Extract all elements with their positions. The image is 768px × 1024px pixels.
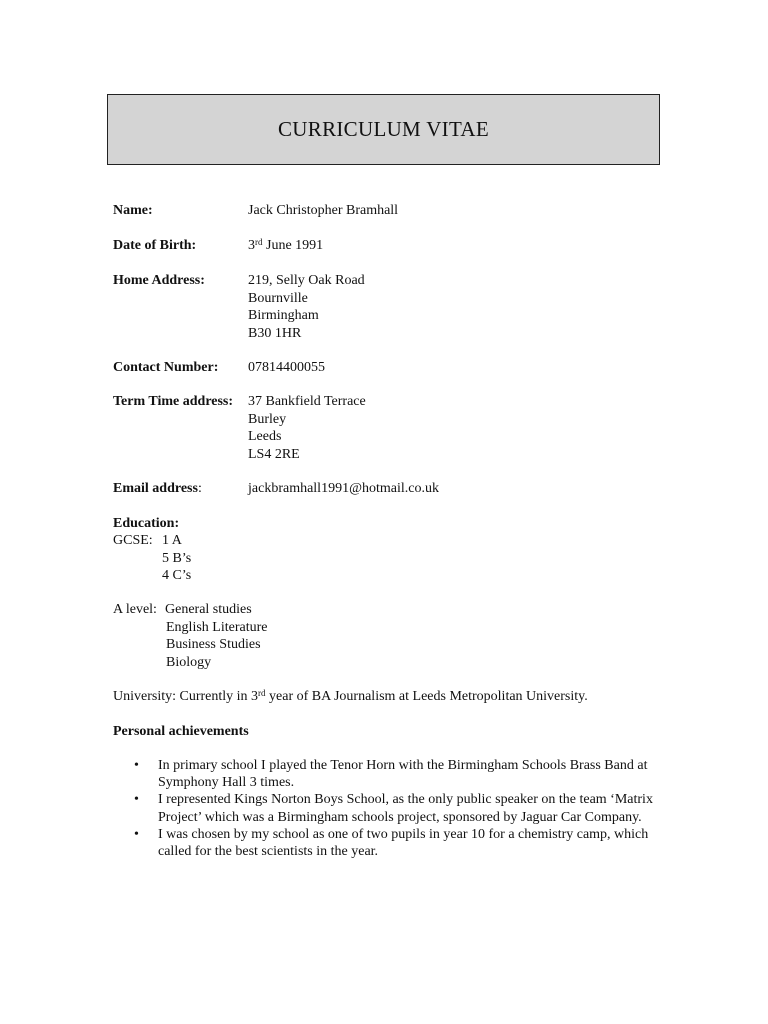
achievements-heading: Personal achievements: [113, 724, 249, 739]
email-value: jackbramhall1991@hotmail.co.uk: [248, 481, 439, 496]
gcse-label: GCSE:: [113, 533, 153, 548]
page-title: CURRICULUM VITAE: [278, 117, 489, 141]
bullet-icon: •: [134, 792, 139, 808]
term-address-label: Term Time address:: [113, 394, 234, 409]
dob-ordinal: rd: [255, 237, 263, 247]
alevel-subject: Business Studies: [166, 637, 261, 652]
title-box: [107, 94, 660, 165]
home-address-line: B30 1HR: [248, 325, 302, 341]
email-label: [113, 480, 202, 498]
achievements-list: [113, 757, 653, 860]
achievement-item: [113, 757, 653, 791]
contact-value: 07814400055: [248, 360, 325, 375]
dob-day: 3: [248, 238, 255, 253]
term-address-value: [248, 393, 366, 463]
home-address-line: Birmingham: [248, 308, 319, 323]
alevel-subject: Biology: [166, 655, 212, 670]
term-address-line: LS4 2RE: [248, 446, 300, 462]
name-label: Name:: [113, 203, 153, 218]
home-address-line: Bournville: [248, 290, 308, 306]
home-address-line: 219, Selly Oak Road: [248, 273, 365, 288]
term-address-line: 37 Bankfield Terrace: [248, 394, 366, 409]
university-line: [113, 688, 588, 706]
name-value: Jack Christopher Bramhall: [248, 203, 399, 218]
term-address-line: Leeds: [248, 429, 282, 444]
gcse-grade: 1 A: [162, 533, 182, 548]
contact-label: Contact Number:: [113, 360, 219, 375]
achievement-text: I was chosen by my school as one of two pupils in year 10 for a chemistry camp, which called for the best scientists in the year.: [158, 826, 649, 860]
achievement-item: [113, 826, 653, 860]
achievement-item: [113, 791, 653, 825]
gcse-grade: 5 B’s: [162, 551, 192, 566]
gcse-grade: 4 C’s: [162, 568, 192, 583]
home-address-label: Home Address:: [113, 273, 205, 288]
bullet-icon: •: [134, 758, 139, 773]
university-prefix: University: Currently in 3: [113, 689, 259, 704]
achievement-text: In primary school I played the Tenor Horn with the Birmingham Schools Brass Band at Symphony Hall 3 times.: [158, 758, 648, 791]
alevel-subject: English Literature: [166, 620, 268, 635]
email-label-text: Email address: [113, 481, 198, 496]
alevel-subject: General studies: [165, 602, 252, 617]
achievement-text: I represented Kings Norton Boys School, as the only public speaker on the team ‘Matrix Project’ which was a Birmingham schools project, sponsored by Jaguar Car Company.: [158, 792, 653, 825]
alevel-label: A level:: [113, 602, 157, 617]
bullet-icon: •: [134, 826, 139, 842]
email-label-colon: :: [197, 481, 202, 496]
education-heading: Education:: [113, 516, 180, 531]
university-ordinal: rd: [258, 688, 266, 698]
dob-value: [248, 237, 323, 255]
dob-rest: June 1991: [262, 238, 324, 253]
university-rest: year of BA Journalism at Leeds Metropolitan University.: [265, 689, 588, 704]
home-address-value: [248, 272, 365, 342]
dob-label: Date of Birth:: [113, 238, 197, 253]
term-address-line: Burley: [248, 411, 287, 427]
